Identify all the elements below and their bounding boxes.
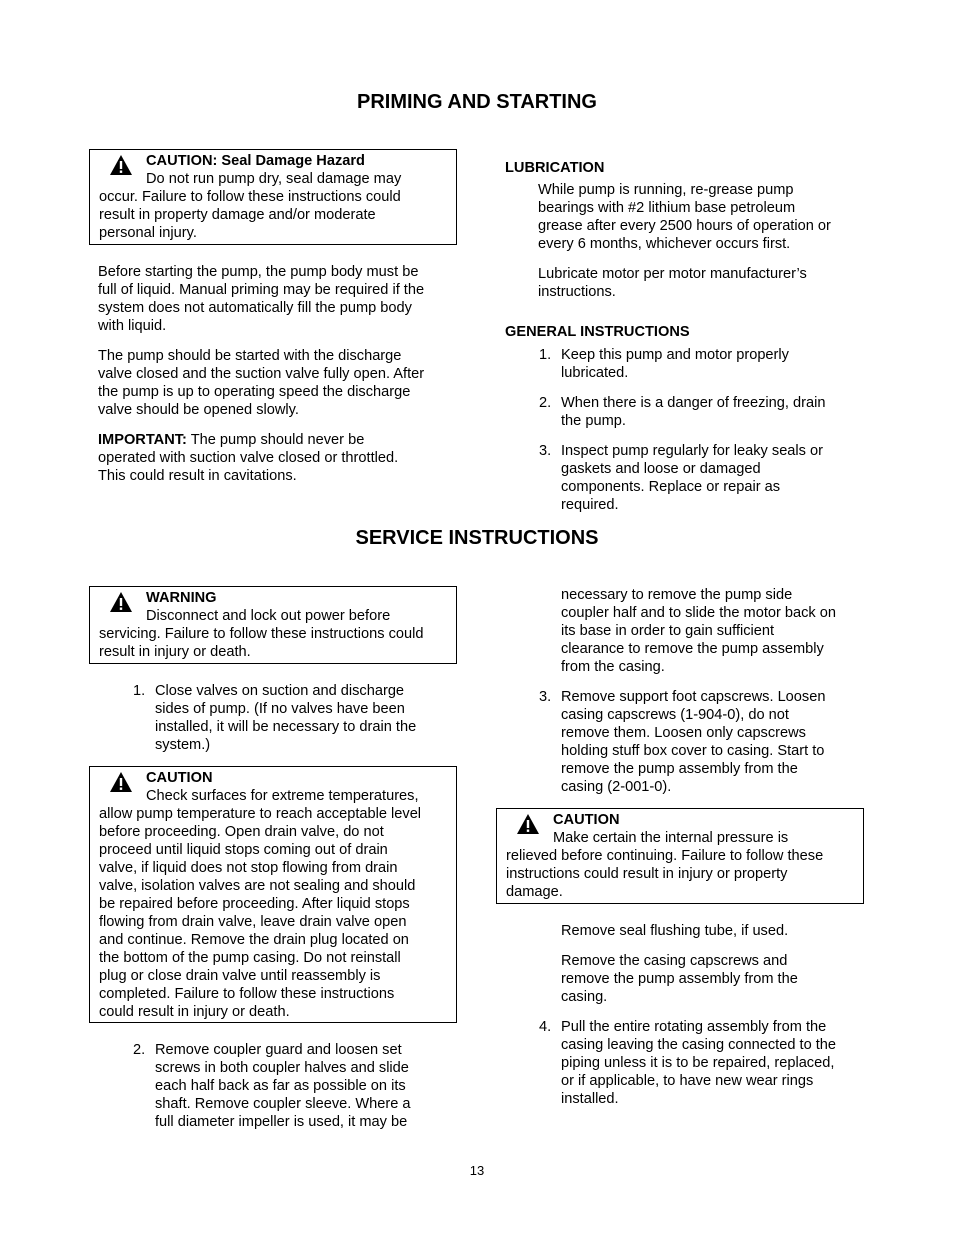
caution-heading: CAUTION [553,812,620,828]
section-title-service: SERVICE INSTRUCTIONS [355,527,599,549]
priming-important-paragraph: IMPORTANT: The pump should never be operated with suction valve closed or throttled. This could result in cavitations. [98,432,399,484]
caution-box-seal [89,149,457,245]
casing-paragraph: Remove the casing capscrews and remove the pump assembly from the casing. [561,953,798,1005]
important-label: IMPORTANT: [98,432,187,448]
warning-triangle-icon [516,813,540,835]
caution-box-pressure: CAUTION Make certain the internal pressure is relieved before continuing. Failure to follow these instructions could result in injury or property damage. [496,808,864,904]
lubrication-paragraph-2: Lubricate motor per motor manufacturer’s instructions. [538,266,807,300]
seal-tube-paragraph: Remove seal flushing tube, if used. [561,923,789,939]
general-instructions-heading: GENERAL INSTRUCTIONS [505,324,690,340]
caution-heading: CAUTION: Seal Damage Hazard [146,153,365,169]
lubrication-paragraph-1: While pump is running, re-grease pump bearings with #2 lithium base petroleum grease after every 2500 hours of operation or every 6 months, whichever occurs first. [538,182,831,252]
caution-text: personal injury. [99,225,197,241]
warning-triangle-icon [109,771,133,793]
caution-heading: CAUTION [146,770,213,786]
lubrication-heading: LUBRICATION [505,160,605,176]
warning-heading: WARNING [146,590,217,606]
warning-triangle-icon [109,154,133,176]
page-number: 13 [469,1163,485,1178]
service-step-2-continued: necessary to remove the pump side coupler half and to slide the motor back on its base in order to gain sufficient clearance to remove the pump assembly from the casing. [561,587,837,675]
priming-paragraph-1: Before starting the pump, the pump body must be full of liquid. Manual priming may be required if the system does not automatically fill the pump body with liquid. [98,264,425,334]
priming-paragraph-2: The pump should be started with the discharge valve closed and the suction valve fully open. After the pump is up to operating speed the discharge valve should be opened slowly. [98,348,425,418]
warning-triangle-icon [109,591,133,613]
warning-box-power: WARNING Disconnect and lock out power before servicing. Failure to follow these instructions could result in injury or death. [89,586,457,664]
caution-box-temperature: CAUTION Check surfaces for extreme temperatures, allow pump temperature to reach acceptable level before proceeding. Open drain valve, do not proceed until liquid stops coming out of drain valve, if liquid does not stop flowing from drain valve, isolation valves are not sealing and should be repaired before proceeding. After liquid stops flowing from drain valve, leave drain valve open and continue. Remove the drain plug located on the bottom of the pump casing. Do not reinstall plug or close drain valve until reassembly is completed. Failure to follow these instructions could result in injury or death. [89,766,457,1023]
caution-text: occur. Failure to follow these instructions could [99,189,401,205]
section-title-priming: PRIMING AND STARTING [357,91,597,113]
caution-text: Do not run pump dry, seal damage may [146,171,402,187]
caution-text: result in property damage and/or moderate [99,207,376,223]
